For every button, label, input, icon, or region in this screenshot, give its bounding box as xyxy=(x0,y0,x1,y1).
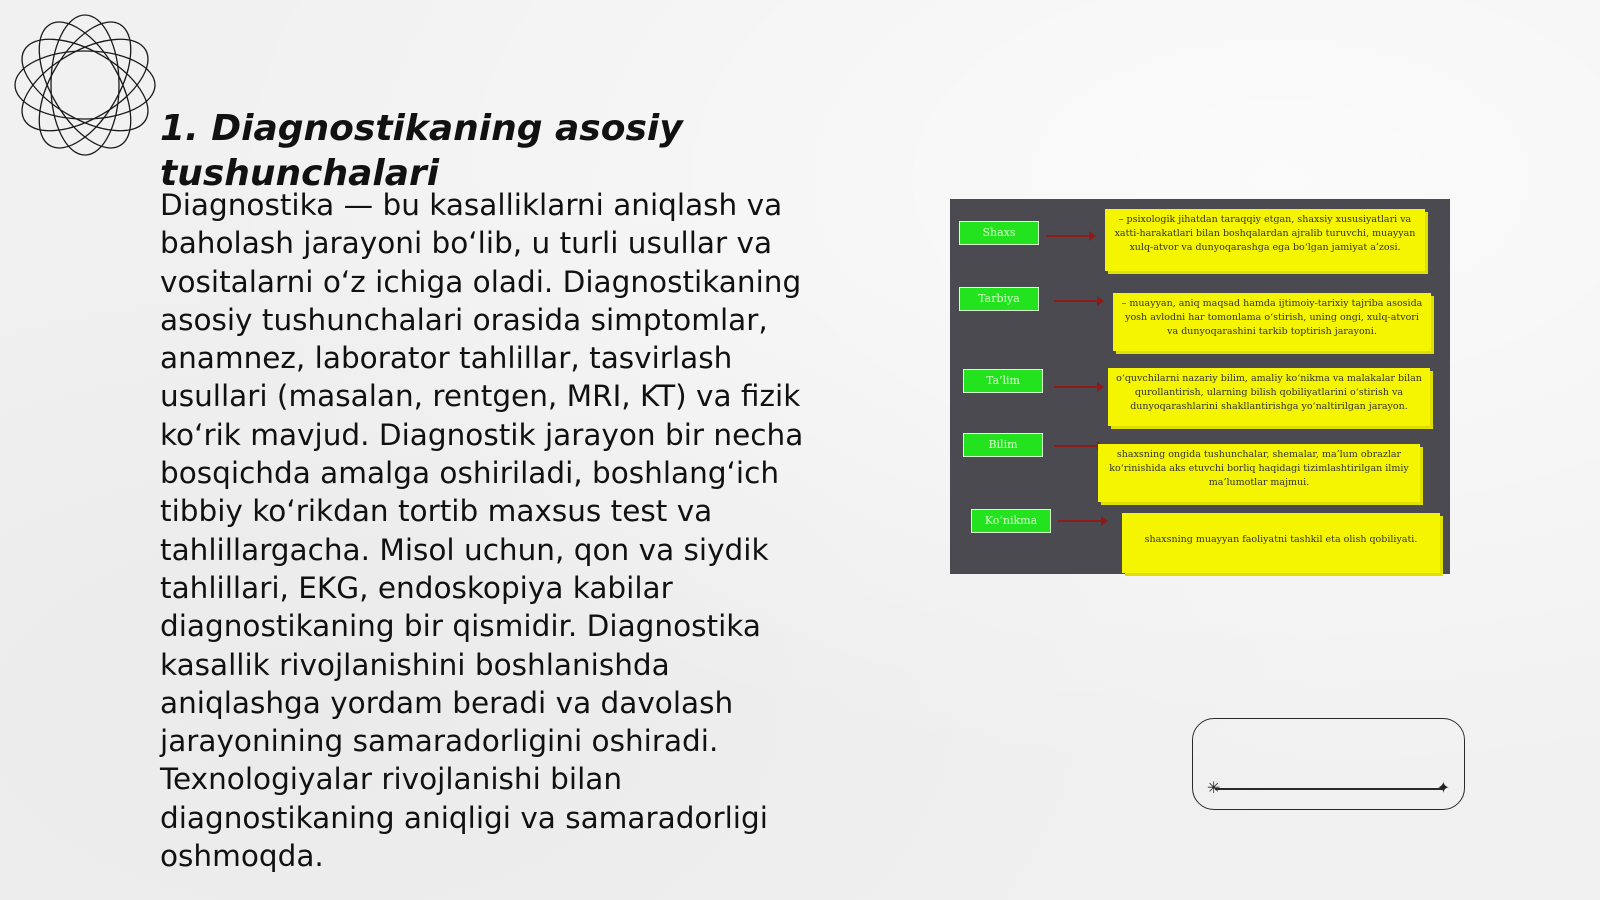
definition-box: shaxsning muayyan faoliyatni tashkil eta olish qobiliyati. xyxy=(1122,513,1440,573)
definition-box: o‘quvchilarni nazariy bilim, amaliy ko‘nikma va malakalar bilan qurollantirish, ularning bilish qobiliyatlarini o‘stirish va dunyoqarashlarini shakllantirishga yo‘naltirilgan jarayon. xyxy=(1108,368,1430,426)
term-label: Ko‘nikma xyxy=(971,509,1051,533)
decorative-note-card xyxy=(1192,718,1465,810)
definition-box: – muayyan, aniq maqsad hamda ijtimoiy-tarixiy tajriba asosida yosh avlodni har tomonlama o‘stirish, uning ongi, xulq-atvori va dunyoqarashini tarkib toptirish jarayoni. xyxy=(1113,293,1431,351)
term-label: Ta’lim xyxy=(963,369,1043,393)
slide-title: 1. Diagnostikaning asosiy tushunchalari xyxy=(160,108,683,194)
arrow-icon xyxy=(1054,386,1098,388)
term-label: Bilim xyxy=(963,433,1043,457)
arrow-icon xyxy=(1046,235,1090,237)
arrow-icon xyxy=(1054,445,1098,447)
note-divider-line xyxy=(1215,788,1442,790)
orbit-rings-icon xyxy=(10,10,160,160)
term-label: Shaxs xyxy=(959,221,1039,245)
arrow-icon xyxy=(1054,300,1098,302)
concept-diagram-image xyxy=(950,199,1450,574)
slide-body-text: Diagnostika — bu kasalliklarni aniqlash va baholash jarayoni bo‘lib, u turli usullar va vositalarni o‘z ichiga oladi. Diagnostikaning asosiy tushunchalari orasida simptomlar, anamnez, laborator tahlillar, tasvirlash usullari (masalan, rentgen, MRI, KT) va fizik ko‘rik mavjud. Diagnostik jarayon bir necha bosqichda amalga oshiriladi, boshlang‘ich tibbiy ko‘rikdan tortib maxsus test va tahlillargacha. Misol uchun, qon va siydik tahlillari, EKG, endoskopiya kabilar diagnostikaning bir qismidir. Diagnostika kasallik rivojlanishini boshlanishda aniqlashga yordam beradi va davolash jarayonining samaradorligini oshiradi. Texnologiyalar rivojlanishi bilan diagnostikaning aniqligi va samaradorligi oshmoqda. xyxy=(160,188,804,874)
definition-box: shaxsning ongida tushunchalar, shemalar, ma’lum obrazlar ko‘rinishida aks etuvchi borliq haqidagi tizimlashtirilgan ilmiy ma’lumotlar majmui. xyxy=(1098,444,1420,502)
four-point-star-icon: ✦ xyxy=(1436,778,1450,797)
arrow-icon xyxy=(1058,520,1102,522)
term-label: Tarbiya xyxy=(959,287,1039,311)
definition-box: – psixologik jihatdan taraqqiy etgan, shaxsiy xususiyatlari va xatti-harakatlari bilan boshqalardan ajralib turuvchi, muayyan xulq-atvor va dunyoqarashga ega bo‘lgan jamiyat a’zosi. xyxy=(1105,209,1425,271)
sparkle-star-icon: ✳ xyxy=(1207,778,1221,797)
